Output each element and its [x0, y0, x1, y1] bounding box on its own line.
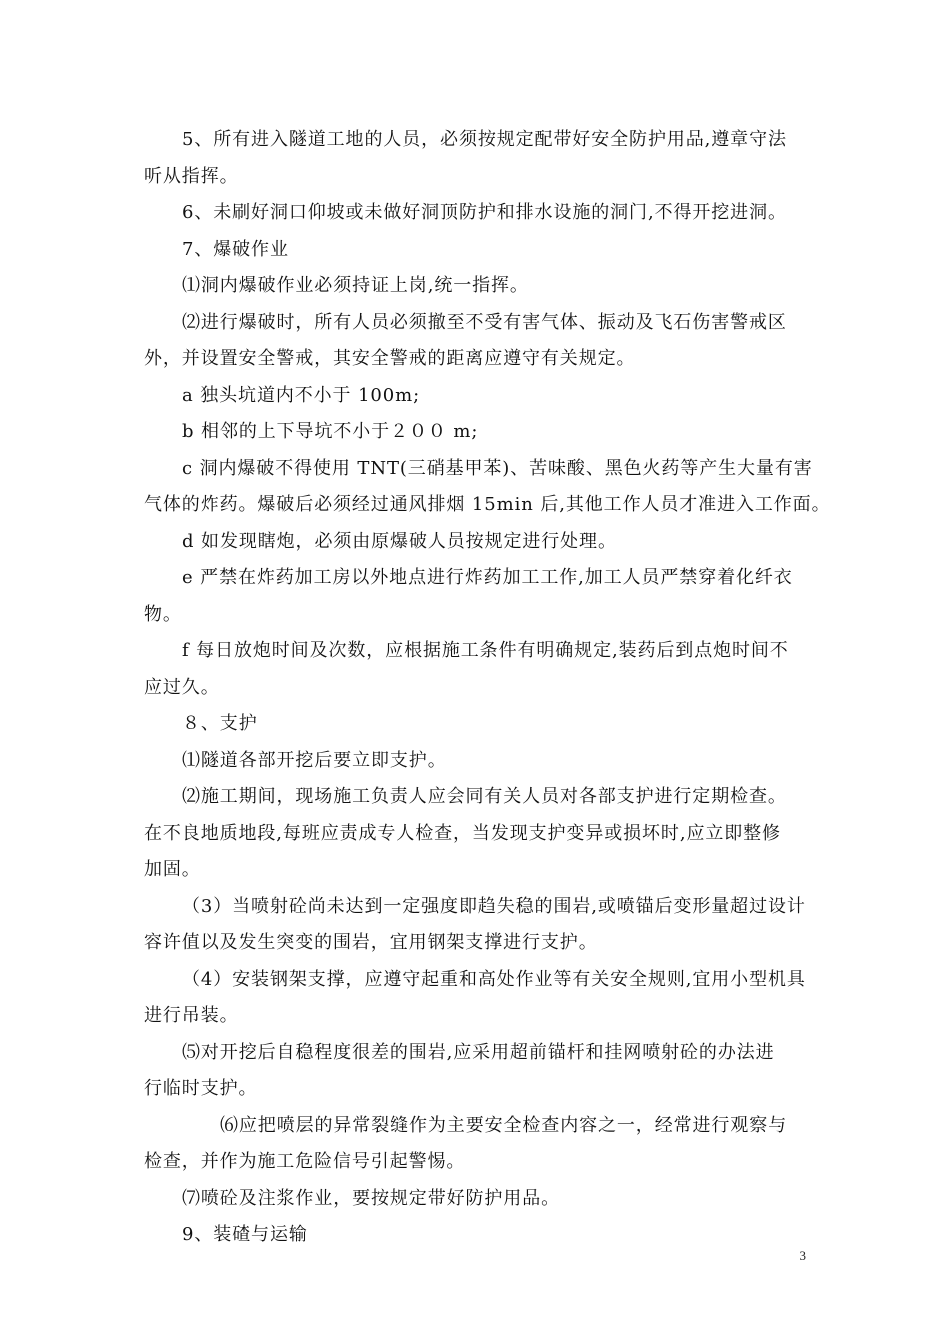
text-line: 9、装碴与运输 — [182, 1224, 308, 1245]
text-line: a 独头坑道内不小于 100m; — [182, 384, 421, 406]
text-line: （3）当喷射砼尚未达到一定强度即趋失稳的围岩,或喷锚后变形量超过设计 — [182, 895, 806, 917]
text-line: （4）安装钢架支撑，应遵守起重和高处作业等有关安全规则,宜用小型机具 — [182, 968, 806, 990]
text-line: d 如发现瞎炮，必须由原爆破人员按规定进行处理。 — [182, 530, 617, 552]
text-line: 检查，并作为施工危险信号引起警惕。 — [144, 1151, 466, 1172]
text-line: 听从指挥。 — [144, 165, 239, 187]
text-line: 气体的炸药。爆破后必须经过通风排烟 15min 后,其他工作人员才准进入工作面。 — [144, 494, 831, 515]
text-line: 外，并设置安全警戒，其安全警戒的距离应遵守有关规定。 — [144, 348, 636, 369]
text-line: 5、所有进入隧道工地的人员，必须按规定配带好安全防护用品,遵章守法 — [182, 129, 787, 150]
text-line: e 严禁在炸药加工房以外地点进行炸药加工工作,加工人员严禁穿着化纤衣 — [182, 567, 793, 588]
text-line: 物。 — [144, 603, 182, 625]
text-line: 行临时支护。 — [144, 1078, 258, 1099]
text-line: 容许值以及发生突变的围岩，宜用钢架支撑进行支护。 — [144, 932, 598, 953]
text-line: 应过久。 — [144, 676, 220, 698]
body-text — [144, 122, 831, 1254]
text-line: c 洞内爆破不得使用 TNT(三硝基甲苯)、苦味酸、黑色火药等产生大量有害 — [182, 457, 813, 479]
page-number: 3 — [799, 1248, 806, 1263]
text-line: 加固。 — [144, 859, 201, 880]
text-line: ⑴洞内爆破作业必须持证上岗,统一指挥。 — [182, 275, 529, 296]
text-line: ⑵施工期间，现场施工负责人应会同有关人员对各部支护进行定期检查。 — [182, 786, 787, 807]
text-line: ⑸对开挖后自稳程度很差的围岩,应采用超前锚杆和挂网喷射砼的办法进 — [182, 1041, 775, 1063]
text-line: f 每日放炮时间及次数，应根据施工条件有明确规定,装药后到点炮时间不 — [182, 640, 789, 661]
text-line: ⑹应把喷层的异常裂缝作为主要安全检查内容之一，经常进行观察与 — [220, 1114, 787, 1136]
text-line: 进行吊装。 — [144, 1005, 239, 1026]
text-line: b 相邻的上下导坑不小于２００ m; — [182, 421, 479, 442]
text-line: ８、支护 — [182, 713, 258, 734]
text-line: 6、未刷好洞口仰坡或未做好洞顶防护和排水设施的洞门,不得开挖进洞。 — [182, 202, 787, 223]
text-line: 7、爆破作业 — [182, 238, 289, 260]
text-line: ⑺喷砼及注浆作业，要按规定带好防护用品。 — [182, 1187, 560, 1209]
text-line: 在不良地质地段,每班应责成专人检查，当发现支护变异或损坏时,应立即整修 — [144, 822, 781, 844]
text-line: ⑴隧道各部开挖后要立即支护。 — [182, 749, 447, 771]
text-line: ⑵进行爆破时，所有人员必须撤至不受有害气体、振动及飞石伤害警戒区 — [182, 311, 787, 333]
